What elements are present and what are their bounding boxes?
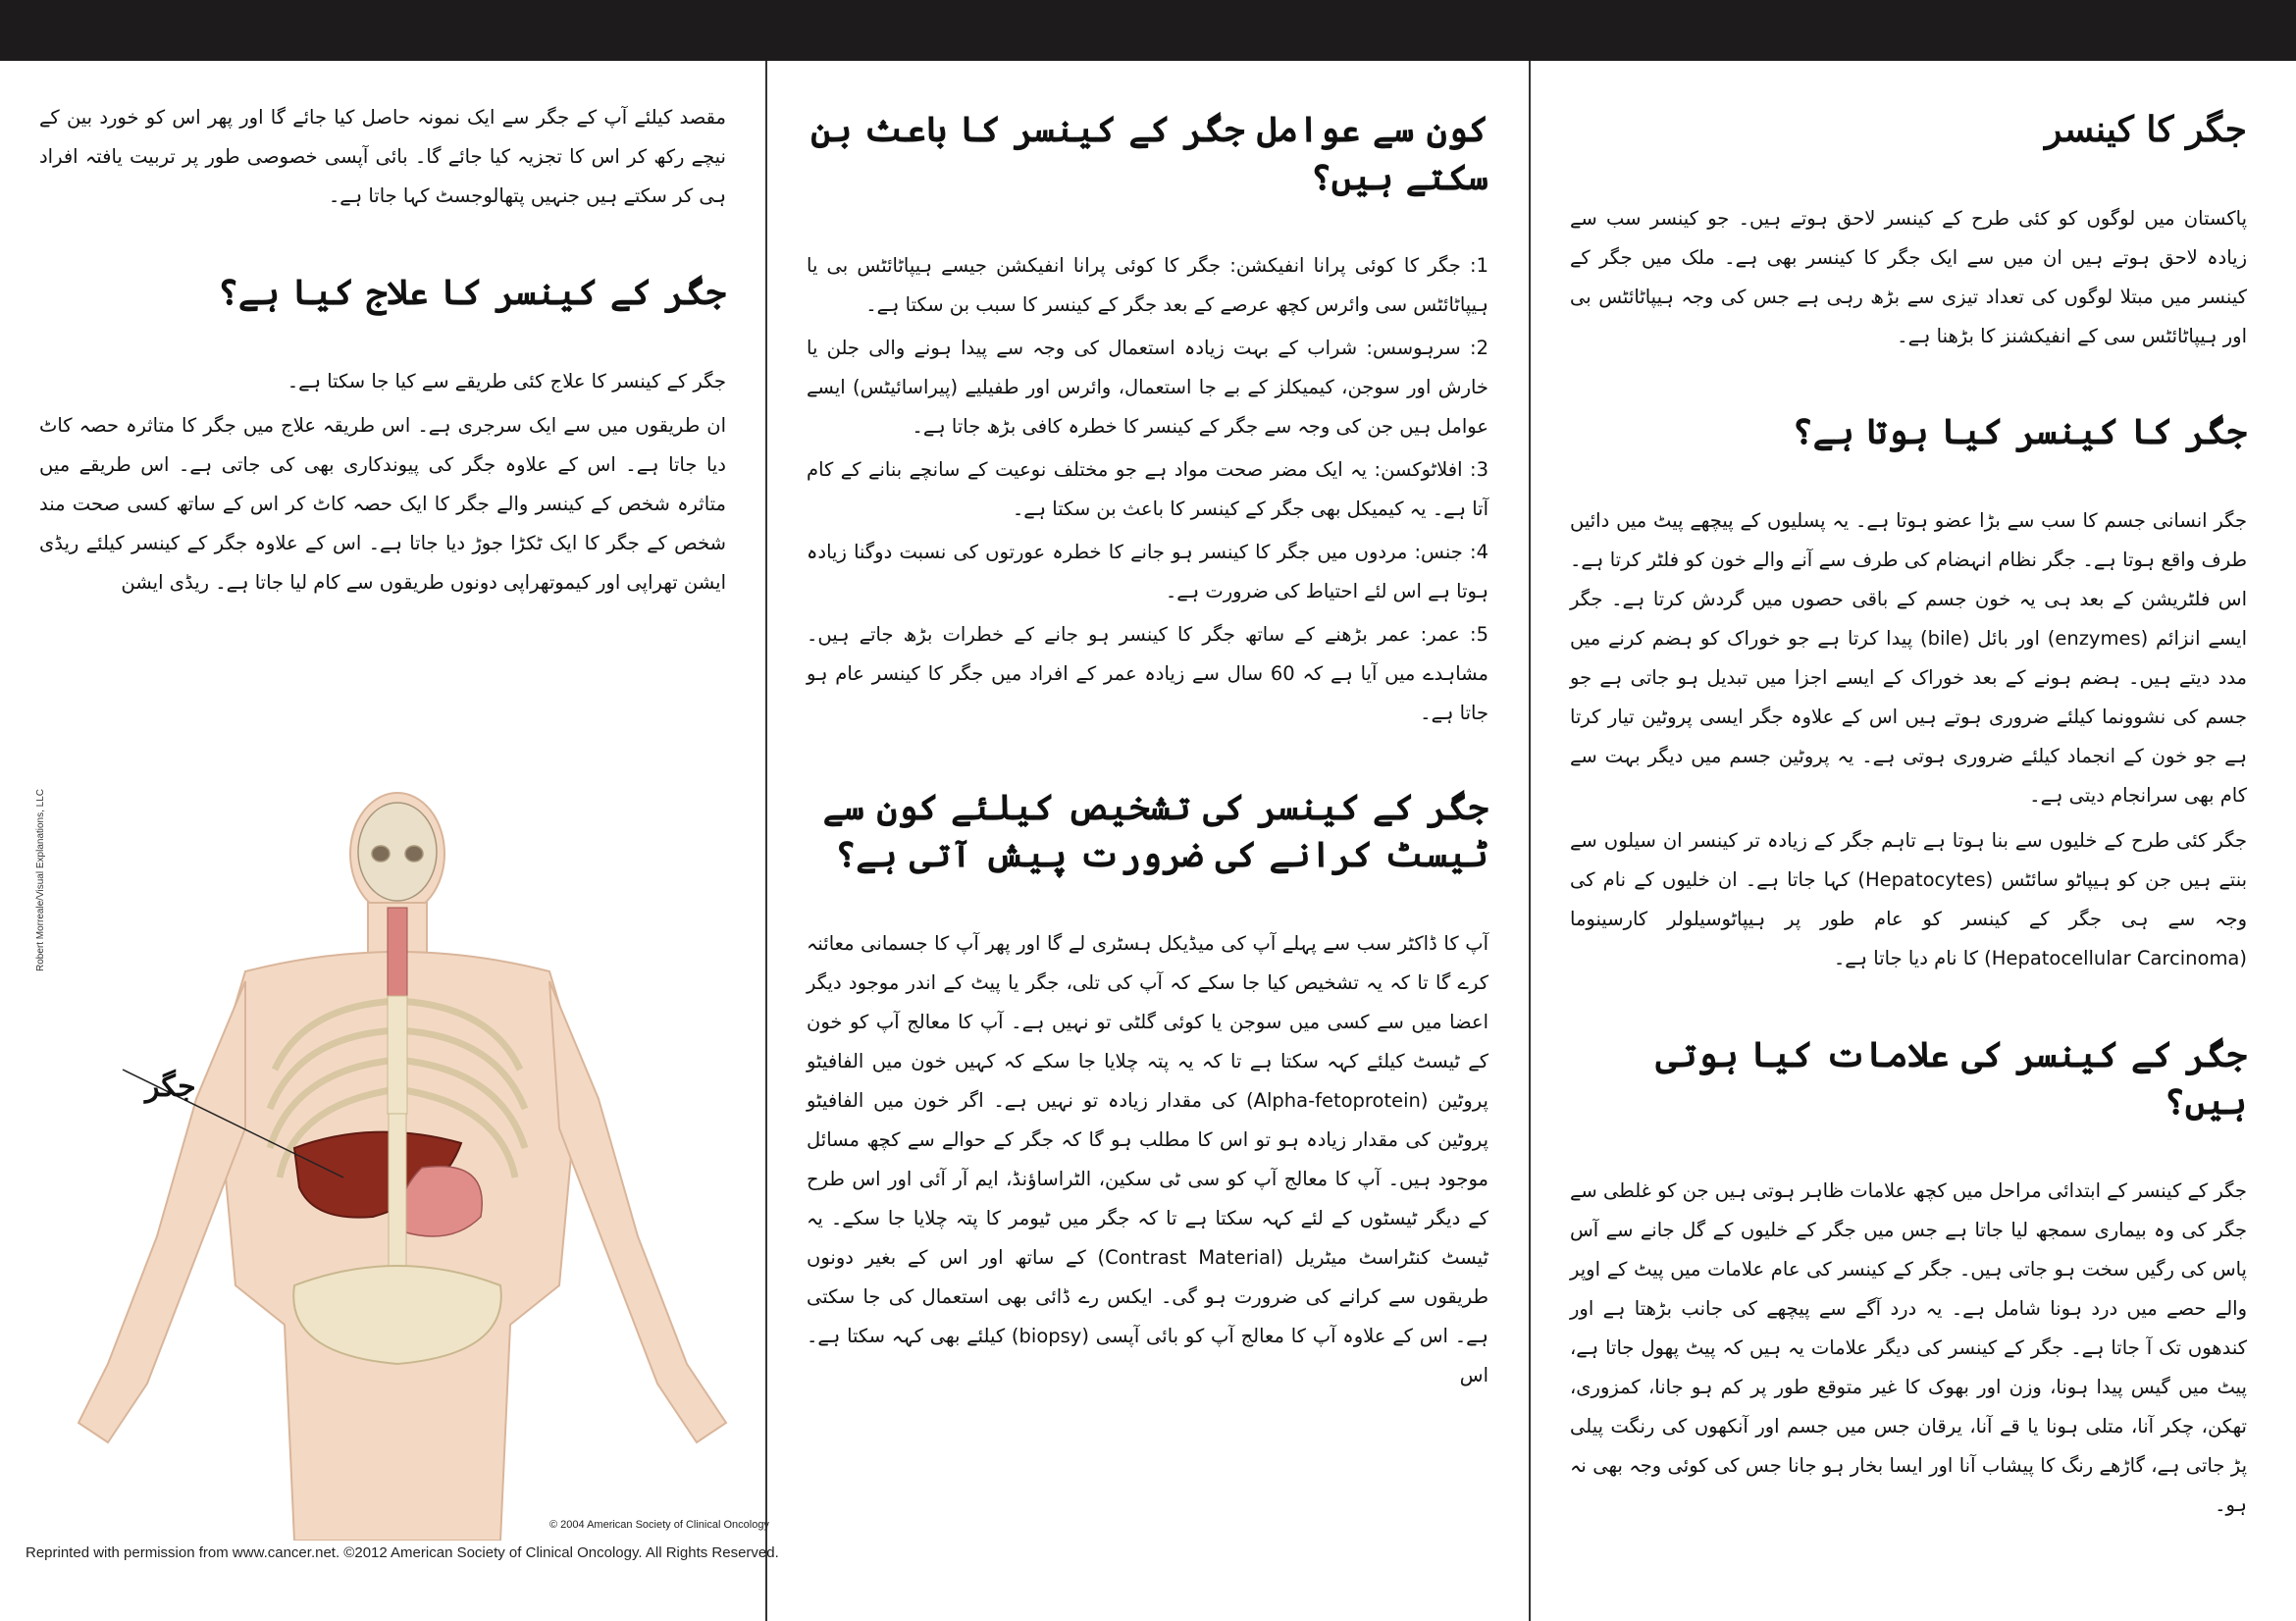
trachea [388,908,407,996]
heading-what-is-liver-cancer: جگر کا کینسر کیا ہوتا ہے؟ [1792,411,2247,453]
right-column [1570,106,2247,1531]
risk-item-3: 3: افلاٹوکسن: یہ ایک مضر صحت مواد ہے جو مختلف نوعیت کے سانچے بنانے کے کام آتا ہے۔ یہ کیمیکل بھی جگر کے کینسر کا باعث بن سکتا ہے۔ [807,458,1488,520]
paragraph-intro: پاکستان میں لوگوں کو کئی طرح کے کینسر لاحق ہوتے ہیں۔ جو کینسر سب سے زیادہ لاحق ہوتے ہیں ان میں سے ایک جگر کا کینسر بھی ہے۔ ملک میں جگر کے کینسر میں مبتلا لوگوں کی تعداد تیزی سے بڑھ رہی ہے جس کی وجہ ہیپاٹائٹس بی اور ہیپاٹائٹس سی کے انفیکشنز کا بڑھنا ہے۔ [1570,206,2247,347]
risk-item-5: 5: عمر: عمر بڑھنے کے ساتھ جگر کا کینسر ہو جانے کے خطرات بڑھ جاتے ہیں۔ مشاہدے میں آیا ہے کہ 60 سال سے زیادہ عمر کے افراد میں جگر کا کینسر عام ہو جاتا ہے۔ [807,622,1488,724]
heading-symptoms: جگر کے کینسر کی علامات کیا ہوتی ہیں؟ [1655,1033,2247,1124]
risk-item-4: 4: جنس: مردوں میں جگر کا کینسر ہو جانے کا خطرہ عورتوں کی نسبت دوگنا زیادہ ہوتا ہے اس لئے احتیاط کی ضرورت ہے۔ [807,540,1488,602]
paragraph-liver-function: جگر انسانی جسم کا سب سے بڑا عضو ہوتا ہے۔ یہ پسلیوں کے پیچھے پیٹ میں دائیں طرف واقع ہوتا ہے۔ جگر نظام انہضام کی طرف سے آنے والے خون کو فلٹر کرتا ہے۔ اس فلٹریشن کے بعد ہی یہ خون جسم کے باقی حصوں میں گردش کرتا ہے۔ جگر ایسے انزائم (enzymes) اور بائل (bile) پیدا کرتا ہے جو خوراک کو ہضم کرنے میں مدد دیتے ہیں۔ ہضم ہونے کے بعد خوراک کے ایسے اجزا میں تبدیل ہو جاتی ہے جو جسم کی نشوونما کیلئے ضروری ہوتے ہیں اس کے علاوہ جگر ایسی پروٹین تیار کرتا ہے جو خون کے انجماد کیلئے ضروری ہوتی ہے۔ یہ پروٹین جسم میں دیگر بہت سے کام بھی سرانجام دیتی ہے۔ [1570,509,2247,807]
paragraph-biopsy-continued: مقصد کیلئے آپ کے جگر سے ایک نمونہ حاصل کیا جائے گا اور پھر اس کو خورد بین کے نیچے رکھ کر اس کا تجزیہ کیا جائے گا۔ بائی آپسی خصوصی طور پر تربیت یافتہ افراد ہی کر سکتے ہیں جنہیں پتھالوجسٹ کہا جاتا ہے۔ [39,106,726,207]
sternum [388,996,407,1114]
paragraph-treatment-methods: ان طریقوں میں سے ایک سرجری ہے۔ اس طریقہ علاج میں جگر کا متاثرہ حصہ کاٹ دیا جاتا ہے۔ اس کے علاوہ جگر کی پیوندکاری بھی کی جاتی ہے۔ اس طریقے میں متاثرہ شخص کے کینسر والے جگر کا ایک حصہ کاٹ کر اس کے ساتھ کسی صحت مند شخص کے جگر کا ایک ٹکڑا جوڑ دیا جاتا ہے۔ اس کے علاوہ جگر کے کینسر کیلئے ریڈی ایشن تھراپی اور کیموتھراپی دونوں طریقوں سے کام لیا جاتا ہے۔ ریڈی ایشن [39,414,726,595]
heading-liver-cancer: جگر کا کینسر [2044,109,2247,150]
skull [358,803,437,901]
heading-treatment: جگر کے کینسر کا علاج کیا ہے؟ [217,271,726,313]
liver-label: جگر [145,1070,196,1104]
paragraph-symptoms: جگر کے کینسر کے ابتدائی مراحل میں کچھ علامات ظاہر ہوتی ہیں جن کو غلطی سے جگر کی وہ بیماری سمجھ لیا جاتا ہے جس میں جگر کے خلیوں کے گل جانے سے آس پاس کی رگیں سخت ہو جاتی ہیں۔ جگر کے کینسر کی عام علامات میں پیٹ کے اوپر والے حصے میں درد ہونا شامل ہے۔ یہ درد آگے سے پیچھے کی جانب بڑھتا ہے اور کندھوں تک آ جاتا ہے۔ جگر کے کینسر کی دیگر علامات یہ ہیں کہ پیٹ پھول جاتا ہے، پیٹ میں گیس پیدا ہونا، وزن اور بھوک کا غیر متوقع طور پر کم ہو جانا، کمزوری، تھکن، چکر آنا، متلی ہونا یا قے آنا، یرقان جس میں جسم اور آنکھوں کی رنگت پیلی پڑ جاتی ہے، گاڑھے رنگ کا پیشاب آنا اور ایسا بخار ہو جانا جس کی کوئی وجہ بھی نہ ہو۔ [1570,1178,2247,1516]
left-column [39,98,726,608]
heading-risk-factors: کون سے عوامل جگر کے کینسر کا باعث بن سکتے ہیں؟ [810,109,1488,198]
anatomy-figure [49,775,765,1541]
illustrator-credit: Robert Morreale/Visual Explanations, LLC [35,788,46,971]
risk-item-2: 2: سرہوسس: شراب کے بہت زیادہ استعمال کی وجہ سے پیدا ہونے والی جلن یا خارش اور سوجن، کیمیکلز کے بے جا استعمال، وائرس اور طفیلیے (پیراسائیٹس) ایسے عوامل ہیں جن کی وجہ سے جگر کے کینسر کا خطرہ کافی بڑھ جاتا ہے۔ [807,337,1488,439]
top-bar [0,0,2296,61]
paragraph-diagnosis: آپ کا ڈاکٹر سب سے پہلے آپ کی میڈیکل ہسٹری لے گا اور پھر آپ کا جسمانی معائنہ کرے گا تا کہ یہ تشخیص کیا جا سکے کہ آپ کی تلی، جگر یا پیٹ کے اندر موجود دیگر اعضا میں سے کسی میں سوجن یا کوئی گلٹی تو نہیں ہے۔ آپ کا معالج آپ کو خون کے ٹیسٹ کیلئے کہہ سکتا ہے تا کہ یہ پتہ چلایا جا سکے کہ کہیں خون میں الفافیٹو پروٹین (Alpha-fetoprotein) کی مقدار زیادہ تو نہیں ہے۔ اگر خون میں الفافیٹو پروٹین کی مقدار زیادہ ہو تو اس کا مطلب ہو گا کہ جگر کے حوالے سے کچھ مسائل موجود ہیں۔ آپ کا معالج آپ کو سی ٹی سکین، الٹراساؤنڈ، ایم آر آئی اور اس طرح کے دیگر ٹیسٹوں کے لئے کہہ سکتا ہے تا کہ جگر میں ٹیومر کا پتہ چلایا جا سکے۔ یہ ٹیسٹ کنٹراسٹ میٹریل (Contrast Material) کے ساتھ اور اس کے بغیر دونوں طریقوں سے کرانے کی ضرورت ہو گی۔ ایکس رے ڈائی بھی استعمال کی جا سکتی ہے۔ اس کے علاوہ آپ کا معالج آپ کو بائی آپسی (biopsy) کیلئے بھی کہہ سکتا ہے۔ اس [807,932,1488,1386]
column-divider-left [765,61,767,1621]
reprint-notice: Reprinted with permission from www.cancer.net. ©2012 American Society of Clinical Oncology. All Rights Reserved. [26,1544,779,1561]
risk-item-1: 1: جگر کا کوئی پرانا انفیکشن: جگر کا کوئی پرانا انفیکشن جیسے ہیپاٹائٹس بی یا ہیپاٹائٹس سی وائرس کچھ عرصے کے بعد جگر کے کینسر کا سبب بن سکتا ہے۔ [807,254,1488,317]
paragraph-hepatocytes: جگر کئی طرح کے خلیوں سے بنا ہوتا ہے تاہم جگر کے زیادہ تر کینسر ان سیلوں سے بنتے ہیں جن کو ہیپاٹو سائٹس (Hepatocytes) کہا جاتا ہے۔ ان خلیوں کے نام کی وجہ سے ہی جگر کے کینسر کو عام طور پر ہیپاٹوسیلولر کارسینوما (Hepatocellular Carcinoma) کا نام دیا جاتا ہے۔ [1570,828,2248,969]
middle-column [807,106,1488,1401]
heading-diagnosis-tests: جگر کے کینسر کی تشخیص کیلئے کون سے ٹیسٹ کرانے کی ضرورت پیش آتی ہے؟ [822,786,1488,876]
column-divider-right [1529,61,1531,1621]
paragraph-treatment-intro: جگر کے کینسر کا علاج کئی طریقے سے کیا جا سکتا ہے۔ [287,369,726,392]
figure-copyright: © 2004 American Society of Clinical Oncology [549,1519,769,1531]
